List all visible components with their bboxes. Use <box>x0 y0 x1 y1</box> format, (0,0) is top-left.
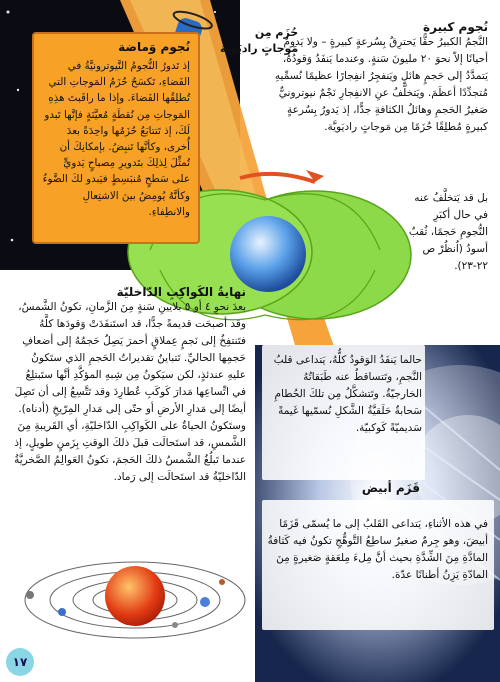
section-title-inner-planets: نهايةُ الكَواكِبِ الدّاخليّة <box>116 285 246 299</box>
beam-label-line-2: مَوجاتٍ راديَويَّة <box>220 42 299 55</box>
sidebar-box-title: نُجوم وَماضة <box>118 40 190 54</box>
sidebar-box-pulsars <box>32 32 200 244</box>
section-text-big-stars-continued: بل قد يَتخلَّفُ عنه في حال أكبَرِ النُّجومِ حَجمًا، ثُقبٌ أسودُ (اُنظُرْ ص ٢٢-٢٣). <box>408 192 488 272</box>
section-title-white-dwarf: قَزَم أبيض <box>361 481 420 495</box>
section-text-white-dwarf: في هذه الأثناءِ، يَتداعى القَلبُ إلى ما يُسمّى قَزَمًا أبيضَ، وهو جِرمٌ صغيرٌ ساطِعُ التَّوهُّجِ تكونُ فيه كَثافةُ المادَّةِ مِنَ الشِّدَّةِ بحيث أنَّ مِلءَ مِلعَقةٍ صَغيرةٍ مِنَ المادّةِ يَزِنُ أطنانًا عدّة. <box>267 518 488 581</box>
section-title-big-stars: نُجوم كبيرة <box>423 20 488 34</box>
section-big-stars <box>266 20 488 136</box>
beam-label-line-1: حُزَم مِن <box>254 26 299 39</box>
section-inner-planets <box>14 285 246 486</box>
section-text-big-stars: النَّجمُ الكبيرُ حقًّا يَحترِقُ بِسُرعةٍ كبيرةٍ – ولا يَدومُ أحيانًا إلاّ نحوَ ٢٠ مليونَ سَنةٍ. وعندما يَنفَدُ وَقودُهُ، يَتمدَّدُ إلى حَجمٍ هائلٍ ويَنفجِرُ انفِجارًا عظيمًا نُسمِّيهِ مُتجدِّدًا أعظَمَ. ويَتخلَّفُ عنِ الانفِجارِ نَجْمٌ نيوترونيٌّ صَغيرُ الحَجمِ وهائلُ الكثافةِ جدًّا، إذ يَدورُ بِسُرعةٍ كبيرةٍ مُطلِقًا حُزَمًا مِن مَوجاتٍ راديَويَّة. <box>274 36 488 133</box>
section-text-inner-planets: بعدَ نحوِ ٤ أو ٥ بلايينِ سَنةٍ مِنَ الزَّمانِ، تكونُ الشَّمسُ، وقد أصبحَت قديمةً جدًّا، قد استَنفَدَتْ وَقودَها كلَّهُ فتَنتفِخُ إلى نَجمٍ عِملاقٍ أحمرَ يَصِلُ حَجمُهُ إلى أضعافِ حَجمِها الحاليِّ. تَتباينُ تقديراتُ الحَجمِ الذي ستَكونُ عليهِ عندئذٍ، لكن سيَكونُ مِن شِبهِ المؤكَّدِ أنَّها ستَبتلِعُ في اتِّساعِها مَدارَ كَوكَبِ عُطارِدَ وقد تَتَّسِعُ إلى أن تَصِلَ أيضًا إلى مَدارِ الأرضِ أو حتّى إلى مَدارِ المِرّيخِ (أدناه). وستَكونُ الحياةُ على الكَواكِبِ الدّاخليّةِ، أي القَريبةِ مِنَ الشَّمسِ، قد استَحالَت قبلَ ذلكَ الوقتِ بِزَمنٍ طويلٍ، إذ عندما تَبلُغُ الشَّمسُ ذلكَ الحَجمَ، تكونُ العَوالِمُ الصَّخريَّةُ الدّاخليّةُ قد استَحالَت إلى رَماد. <box>14 301 246 483</box>
page-number: ١٧ <box>6 648 34 676</box>
sidebar-box-text: إذ تَدورُ النُّجومُ النَّيوترونيَّةُ في الفَضاءِ، تَكسَحُ حُزَمُ المَوجاتِ التي تُطلِقُها الفَضاءَ. وإذا ما راقَبتَ هذِهِ المَوجاتِ مِن نُقطَةٍ مُعيَّنَةٍ فإنَّها تَبدو لَكَ، إذ تَتتابَعُ حُزَمُها واحِدَةً بعدَ أُخرى، وكأنَّها تَنبِضُ. بإمكانِكَ أن تُمثِّلَ لِذلِكَ بتَدويرِ مِصباحٍ يَدويٍّ على سَطحٍ مُنبَسِطٍ فيَبدو لكَ الضَّوءُ وكأنَّهُ يُومِضُ بينَ الاشتِعالِ والانطِفاءِ. <box>42 60 190 218</box>
section-text-nebula: حالما يَنفَدُ الوَقودُ كلُّهُ، يَتداعى قلبُ النَّجمِ، وتَتساقطُ عنه طَبَقاتُهُ الخارجيّةُ. وتَتشكَّلُ مِن تلكَ الحُطامِ سَحابةٌ حَلَقيَّةُ الشَّكلِ نُسمّيها غَيمةً سَديميّةً كَوكبيّة. <box>273 354 422 434</box>
